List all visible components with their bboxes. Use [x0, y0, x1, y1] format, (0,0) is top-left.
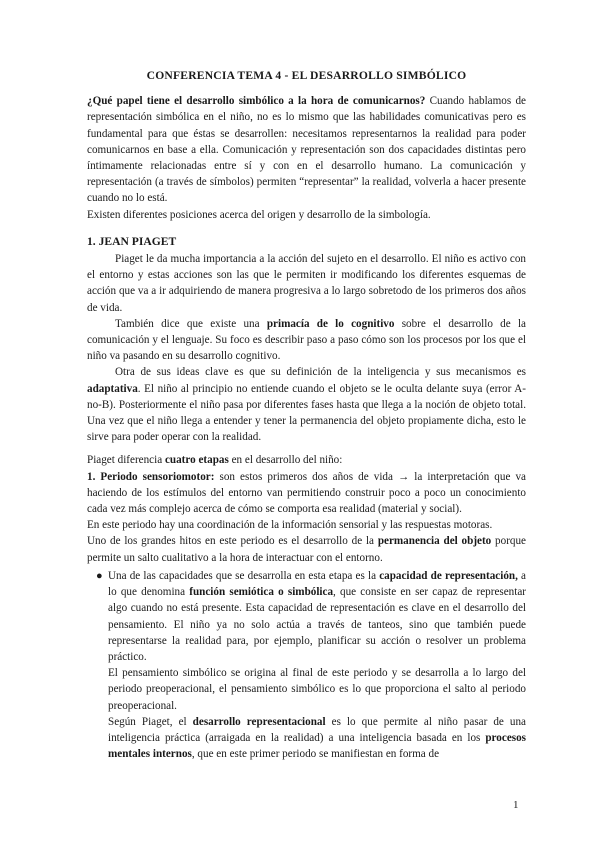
bold-term: cuatro etapas: [164, 454, 229, 467]
paragraph-adaptive: [87, 364, 526, 445]
intro-followup: Existen diferentes posiciones acerca del origen y desarrollo de la simbología.: [87, 208, 431, 221]
text-segment: También dice que existe una: [115, 317, 267, 330]
text-segment: Piaget diferencia: [87, 454, 165, 467]
text-segment: porque permite un salto cualitativo a la hora de interactuar con el entorno.: [87, 535, 526, 564]
text-segment: a lo que denomina: [108, 569, 527, 599]
bullet-item: [96, 568, 527, 762]
paragraph-sensorimotor: [87, 469, 526, 518]
text-segment: . El niño al principio no entiende cuando el objeto se le oculta delante suya (error A-no-B). Posteriormente el niño pasa por diferentes fases hasta que llega a la noción de objeto total. Una vez que el niño llega a entender y tener la permanencia del objeto propiamente dicha, esto le sirve para poder operar con la realidad.: [87, 382, 526, 444]
bullet-paragraph-representational-dev: [108, 714, 526, 763]
section-heading: 1. JEAN PIAGET: [87, 234, 177, 248]
paragraph-coordination: En este periodo hay una coordinación de la información sensorial y las respuestas motoras.: [87, 519, 493, 532]
text-segment: son estos primeros dos años de vida → la interpretación que va haciendo de los estímulos del entorno van permitiendo construir poco a poco un conocimiento cada vez más complejo acerca de cómo se comporta esa realidad (material y social).: [87, 470, 526, 516]
text-segment: Según Piaget, el: [108, 715, 193, 728]
paragraph-object-permanence: [87, 533, 526, 565]
bold-term: adaptativa: [87, 382, 138, 395]
text-segment: , que en este primer periodo se manifiestan en forma de: [191, 748, 440, 761]
bold-term: permanencia del objeto: [377, 535, 492, 548]
intro-question: ¿Qué papel tiene el desarrollo simbólico a la hora de comunicarnos?: [87, 95, 426, 108]
bold-term: desarrollo representacional: [192, 715, 326, 728]
bold-term: capacidad de representación,: [379, 569, 518, 582]
paragraph-four-stages: [87, 452, 526, 468]
text-segment: es lo que permite al niño pasar de una inteligencia práctica (arraigada en la realidad) a una inteligencia basada en los: [108, 715, 527, 744]
bullet-icon: ●: [96, 569, 103, 582]
text-segment: sobre el desarrollo de la comunicación y el lenguaje. Su foco es describir paso a paso cómo son los procesos por los que el niño va pasando en su desarrollo cognitivo.: [87, 317, 526, 363]
text-segment: Una de las capacidades que se desarrolla en esta etapa es la: [108, 569, 380, 582]
bold-term: función semiótica o simbólica: [189, 586, 334, 599]
bullet-paragraph-symbolic-thought: El pensamiento simbólico se origina al final de este periodo y se desarrolla a lo largo del periodo preoperacional, el pensamiento simbólico es lo que proporciona el salto al periodo preoperacional.: [108, 667, 526, 712]
text-segment: en el desarrollo del niño:: [228, 454, 343, 467]
document-title: CONFERENCIA TEMA 4 - EL DESARROLLO SIMBÓLICO: [146, 69, 467, 82]
text-segment: , que consiste en ser capaz de representar algo cuando no está presente. Esta capacidad de representación es clave en el desarrollo del pensamiento. El niño ya no solo actúa a través de tanteos, sino que también puede representarse la realidad para, por ejemplo, planificar su acción o resolver un problema práctico.: [108, 586, 526, 663]
page-content: [87, 68, 526, 762]
intro-paragraph: [87, 93, 526, 206]
bold-term: 1. Periodo sensoriomotor:: [87, 470, 215, 483]
page-number: 1: [513, 799, 519, 811]
bold-term: primacía de lo cognitivo: [266, 317, 395, 330]
text-segment: Uno de los grandes hitos en este periodo es el desarrollo de la: [87, 535, 378, 548]
bullet-paragraph-representation: [108, 568, 526, 665]
text-segment: Otra de sus ideas clave es que su definición de la inteligencia y sus mecanismos es: [115, 366, 526, 379]
intro-text: Cuando hablamos de representación simbólica en el niño, no es lo mismo que las habilidades comunicativas pero es fundamental para que éstas se desarrollen: necesitamos representarnos la realidad para poder comunicarnos en base a ella. Comunicación y representación son dos capacidades distintas pero íntimamente relacionadas entre sí y con en el desarrollo humano. La comunicación y representación (a través de símbolos) permiten “representar” la realidad, volverla a hacer presente cuando no lo está.: [87, 95, 526, 205]
paragraph-primacy-cognitive: [87, 316, 526, 365]
bold-term: procesos mentales internos: [108, 731, 526, 761]
paragraph-piaget-action: Piaget le da mucha importancia a la acción del sujeto en el desarrollo. El niño es activo con el entorno y estas acciones son las que le permiten ir modificando los diferentes esquemas de acción que va a ir adquiriendo de manera progresiva a lo largo sobretodo de los primeros dos años de vida.: [87, 253, 526, 314]
